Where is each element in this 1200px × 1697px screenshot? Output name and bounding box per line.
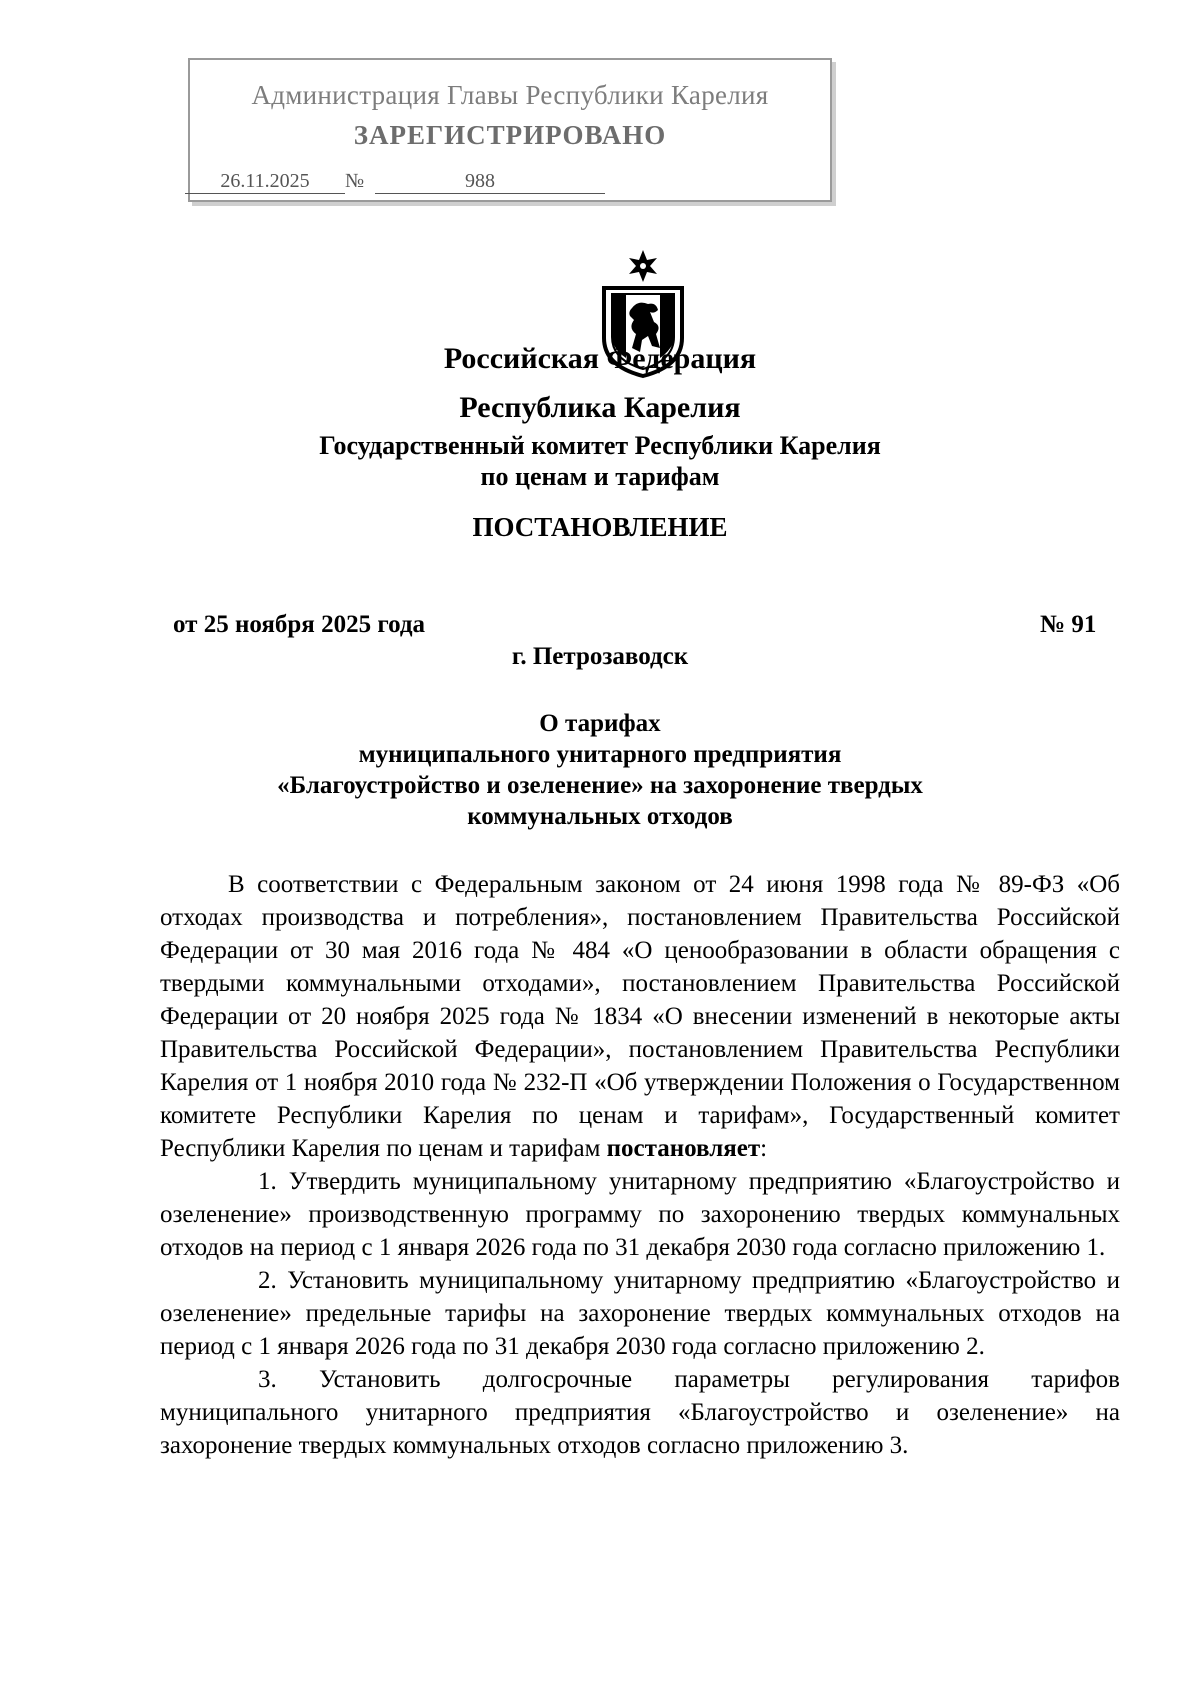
title-line-2: муниципального унитарного предприятия — [358, 741, 842, 768]
stamp-authority: Администрация Главы Республики Карелия — [251, 80, 769, 110]
document-body — [160, 868, 1120, 1462]
document-type: ПОСТАНОВЛЕНИЕ — [472, 512, 728, 542]
registration-stamp — [188, 58, 832, 202]
title-line-1: О тарифах — [539, 710, 661, 737]
document-city: г. Петрозаводск — [511, 643, 689, 670]
item-1: 1. Утвердить муниципальному унитарному предприятию «Благоустройство и озеленение» производственную программу по захоронению твердых коммунальных отходов на период с 1 января 2026 года по 31 декабря 2030 года согласно приложению 1. — [160, 1168, 1120, 1261]
resolves-colon: : — [760, 1135, 768, 1162]
stamp-registered: ЗАРЕГИСТРИРОВАНО — [353, 120, 667, 150]
stamp-date: 26.11.2025 — [185, 170, 345, 194]
preamble-text: В соответствии с Федеральным законом от 24 июня 1998 года № 89-ФЗ «Об отходах производства и потребления», постановлением Правительства Российской Федерации от 30 мая 2016 года № 484 «О ценообразовании в области обращения с твердыми коммунальными отходами», постановлением Правительства Российской Федерации от 20 ноября 2025 года № 1834 «О внесении изменений в некоторые акты Правительства Российской Федерации», постановлением Правительства Республики Карелия от 1 ноября 2010 года № 232-П «Об утверждении Положения о Государственном комитете Республики Карелия по ценам и тарифам», Государственный комитет Республики Карелия по ценам и тарифам — [160, 871, 1120, 1162]
stamp-number-sign: № — [345, 170, 365, 192]
country-name: Российская Федерация — [443, 342, 757, 375]
document-number: № 91 — [1040, 611, 1097, 638]
committee-line-2: по ценам и тарифам — [480, 462, 720, 491]
committee-line-1: Государственный комитет Республики Карелия — [319, 431, 881, 460]
resolves-word: постановляет — [606, 1135, 761, 1162]
title-line-4: коммунальных отходов — [467, 803, 733, 830]
document-date: от 25 ноября 2025 года — [173, 611, 425, 638]
stamp-registration-line — [185, 170, 605, 194]
preamble-paragraph — [160, 868, 1120, 1165]
stamp-number: 988 — [375, 170, 605, 194]
title-line-3: «Благоустройство и озеленение» на захоронение твердых — [277, 772, 923, 799]
item-2: 2. Установить муниципальному унитарному предприятию «Благоустройство и озеленение» предельные тарифы на захоронение твердых коммунальных отходов на период с 1 января 2026 года по 31 декабря 2030 года согласно приложению 2. — [160, 1267, 1120, 1360]
item-3: 3. Установить долгосрочные параметры регулирования тарифов муниципального унитарного предприятия «Благоустройство и озеленение» на захоронение твердых коммунальных отходов согласно приложению 3. — [160, 1366, 1120, 1459]
republic-name: Республика Карелия — [459, 391, 741, 424]
